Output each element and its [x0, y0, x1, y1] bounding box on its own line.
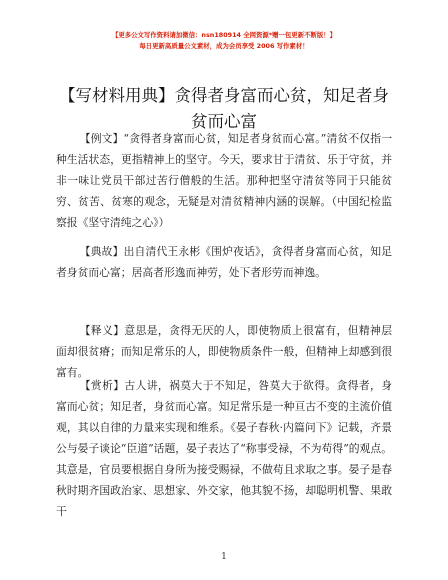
paragraph-appreciation: 【赏析】古人讲，祸莫大于不知足，咎莫大于欲得。贪得者，身富而心贫；知足者，身贫而心富。知足常乐是一种亘古不变的主流价值观，其以自律的力量来实现和维系。《晏子春秋·内篇问下》记载，齐景公与晏子谈论“臣道”话题，晏子表达了“称事受禄，不为苟得”的观点。其意是，官员要根据自身所为接受赐禄，不做苟且求取之事。晏子是春秋时期齐国政治家、思想家、外交家，他其貌不扬，却聪明机警、果敢干 — [56, 379, 392, 518]
paragraph-source: 【典故】出自清代王永彬《围炉夜话》，贪得者身富而心贫，知足者身贫而心富；居高者形逸而神劳，处下者形劳而神逸。 — [56, 245, 392, 279]
paragraph-meaning: 【释义】意思是，贪得无厌的人，即使物质上很富有，但精神层面却很贫瘠；而知足常乐的人，即使物质条件一般，但精神上却感到很富有。 — [56, 324, 392, 379]
article-title: 【写材料用典】贪得者身富而心贫，知足者身贫而心富 — [59, 86, 389, 131]
page-number: 1 — [221, 552, 227, 562]
promo-banner-line-1: 【更多公文写作资料请加微信：nsn180914 全网资源*赠一包更新不断版！】 — [111, 31, 337, 39]
promo-banner-line-2: 每日更新高质量公文素材，成为会员享受 2006 写作素材！ — [139, 42, 309, 50]
paragraph-example: 【例文】“贪得者身富而心贫，知足者身贫而心富。”清贫不仅指一种生活状态，更指精神上的坚守。今天，要求甘于清贫、乐于守贫，并非一味让党员干部过苦行僧般的生活。那种把坚守清贫等同于只能贫穷、贫苦、贫寒的观念，无疑是对清贫精神内涵的误解。（中国纪检监察报《坚守清纯之心》） — [56, 132, 392, 229]
promo-banner — [0, 30, 448, 52]
